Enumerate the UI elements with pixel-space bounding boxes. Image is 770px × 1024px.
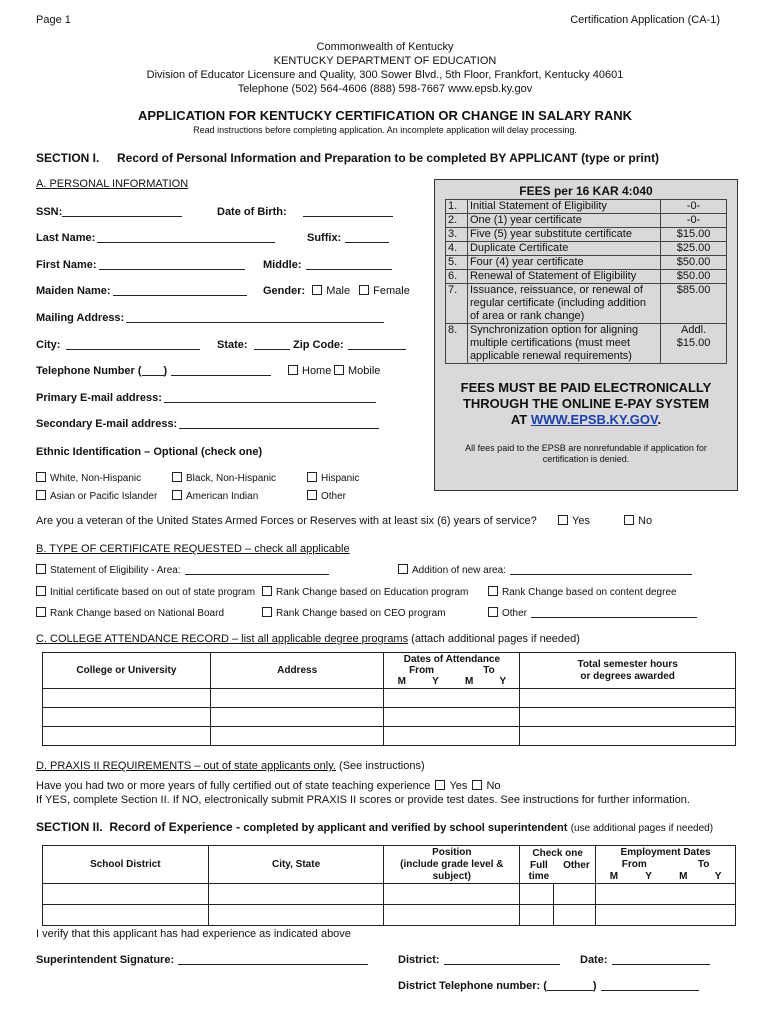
personal-info-heading: A. PERSONAL INFORMATION <box>36 178 189 190</box>
col-check-one: Check one Full time Other <box>520 846 596 884</box>
fee-description: Renewal of Statement of Eligibility <box>467 270 660 284</box>
fee-row <box>446 228 727 242</box>
col-school-district: School District <box>43 846 209 884</box>
col-hours: Total semester hours or degrees awarded <box>520 653 736 689</box>
fee-description: One (1) year certificate <box>467 214 660 228</box>
eth-other-checkbox[interactable]: Other <box>307 490 346 502</box>
praxis-no-checkbox[interactable]: No <box>472 780 500 792</box>
form-title: APPLICATION FOR KENTUCKY CERTIFICATION OR CHANGE IN SALARY RANK <box>137 108 632 123</box>
first-name-field[interactable]: First Name: <box>36 259 245 271</box>
col-college: College or University <box>43 653 211 689</box>
fee-number: 7. <box>446 284 468 324</box>
fee-amount: $85.00 <box>661 284 727 324</box>
fee-amount: $50.00 <box>661 256 727 270</box>
section-1-label: SECTION I. <box>36 151 100 165</box>
primary-email-field[interactable]: Primary E-mail address: <box>36 392 376 404</box>
other-cert-checkbox[interactable]: Other <box>488 607 697 619</box>
city-field[interactable]: City: <box>36 339 200 351</box>
fee-number: 6. <box>446 270 468 284</box>
certificate-type-heading: B. TYPE OF CERTIFICATE REQUESTED – check all applicable <box>36 543 350 555</box>
fee-number: 1. <box>446 200 468 214</box>
fee-amount: $50.00 <box>661 270 727 284</box>
fee-amount: $15.00 <box>661 228 727 242</box>
rank-change-board-checkbox[interactable]: Rank Change based on National Board <box>36 607 224 619</box>
statement-eligibility-checkbox[interactable]: Statement of Eligibility - Area: <box>36 564 329 576</box>
superintendent-signature-field[interactable]: Superintendent Signature: <box>36 954 368 966</box>
state-field[interactable]: State: <box>217 339 290 351</box>
form-id: Certification Application (CA-1) <box>570 14 720 26</box>
fee-number: 3. <box>446 228 468 242</box>
header-line-1: Commonwealth of Kentucky <box>316 41 454 53</box>
praxis-yes-checkbox[interactable]: Yes <box>435 780 467 792</box>
col-address: Address <box>210 653 384 689</box>
col-employment-dates: Employment Dates From To M Y M Y <box>596 846 736 884</box>
maiden-name-field[interactable]: Maiden Name: <box>36 285 247 297</box>
fee-row <box>446 242 727 256</box>
date-field[interactable]: Date: <box>580 954 710 966</box>
secondary-email-field[interactable]: Secondary E-mail address: <box>36 418 379 430</box>
table-row[interactable] <box>43 905 736 926</box>
gender-field: Gender: Male Female <box>263 285 410 297</box>
fee-row <box>446 256 727 270</box>
section-1-title: Record of Personal Information and Preparation to be completed BY APPLICANT (type or print) <box>117 151 660 165</box>
section-2-header: SECTION II. Record of Experience - completed by applicant and verified by school superintendent (use additional pages if needed) <box>36 820 714 834</box>
fee-number: 4. <box>446 242 468 256</box>
eth-white-checkbox[interactable]: White, Non-Hispanic <box>36 472 141 484</box>
zip-field[interactable]: Zip Code: <box>293 339 406 351</box>
fee-row <box>446 324 727 364</box>
fee-description: Four (4) year certificate <box>467 256 660 270</box>
female-checkbox[interactable]: Female <box>359 285 410 297</box>
college-heading: C. COLLEGE ATTENDANCE RECORD – list all applicable degree programs (attach additional pages if needed) <box>36 633 580 645</box>
col-city-state: City, State <box>208 846 384 884</box>
last-name-field[interactable]: Last Name: <box>36 232 275 244</box>
veteran-question: Are you a veteran of the United States Armed Forces or Reserves with at least six (6) years of service? <box>36 515 537 527</box>
fee-number: 2. <box>446 214 468 228</box>
epsb-link[interactable]: WWW.EPSB.KY.GOV <box>530 412 658 427</box>
fees-title: FEES per 16 KAR 4:040 <box>519 184 653 198</box>
fee-number: 5. <box>446 256 468 270</box>
rank-change-education-checkbox[interactable]: Rank Change based on Education program <box>262 586 468 598</box>
fees-notice-1: FEES MUST BE PAID ELECTRONICALLY <box>460 380 712 395</box>
experience-table <box>42 845 736 926</box>
eth-hispanic-checkbox[interactable]: Hispanic <box>307 472 359 484</box>
fee-amount: Addl. $15.00 <box>661 324 727 364</box>
header-line-4: Telephone (502) 564-4606 (888) 598-7667 www.epsb.ky.gov <box>237 83 533 95</box>
fee-amount: $25.00 <box>661 242 727 256</box>
header-line-2: KENTUCKY DEPARTMENT OF EDUCATION <box>273 55 497 67</box>
home-checkbox[interactable]: Home <box>288 365 331 377</box>
suffix-field[interactable]: Suffix: <box>307 232 389 244</box>
fee-number: 8. <box>446 324 468 364</box>
dob-field[interactable]: Date of Birth: <box>217 206 393 218</box>
col-position: Position (include grade level & subject) <box>384 846 520 884</box>
fee-description: Initial Statement of Eligibility <box>467 200 660 214</box>
fee-row <box>446 214 727 228</box>
mailing-address-field[interactable]: Mailing Address: <box>36 312 384 324</box>
male-checkbox[interactable]: Male <box>312 285 350 297</box>
form-subtitle: Read instructions before completing application. An incomplete application will delay processing. <box>193 125 577 135</box>
table-row[interactable] <box>43 708 736 727</box>
header-line-3: Division of Educator Licensure and Quality, 300 Sower Blvd., 5th Floor, Frankfort, Kentucky 40601 <box>146 69 624 81</box>
eth-asian-checkbox[interactable]: Asian or Pacific Islander <box>36 490 157 502</box>
fees-notice-3: AT WWW.EPSB.KY.GOV. <box>510 412 662 427</box>
addition-area-checkbox[interactable]: Addition of new area: <box>398 564 692 576</box>
col-dates: Dates of Attendance From To M Y M Y <box>384 653 520 689</box>
middle-name-field[interactable]: Middle: <box>263 259 392 271</box>
fees-box <box>434 179 738 491</box>
table-row[interactable] <box>43 689 736 708</box>
table-row[interactable] <box>43 884 736 905</box>
rank-change-content-checkbox[interactable]: Rank Change based on content degree <box>488 586 677 598</box>
veteran-no-checkbox[interactable]: No <box>624 515 652 527</box>
mobile-checkbox[interactable]: Mobile <box>334 365 380 377</box>
fee-description: Synchronization option for aligning multiple certifications (must meet applicable renewal requirements) <box>467 324 660 364</box>
verify-statement: I verify that this applicant has had experience as indicated above <box>36 928 351 940</box>
fee-description: Five (5) year substitute certificate <box>467 228 660 242</box>
fees-notice-2: THROUGH THE ONLINE E-PAY SYSTEM <box>462 396 710 411</box>
fee-description: Duplicate Certificate <box>467 242 660 256</box>
fee-amount: -0- <box>661 200 727 214</box>
praxis-heading: D. PRAXIS II REQUIREMENTS – out of state applicants only. (See instructions) <box>36 760 425 772</box>
fee-row <box>446 200 727 214</box>
fee-row <box>446 284 727 324</box>
eth-black-checkbox[interactable]: Black, Non-Hispanic <box>172 472 276 484</box>
fees-footnote: All fees paid to the EPSB are nonrefundable if application for certification is denied. <box>465 443 707 464</box>
praxis-note: If YES, complete Section II. If NO, electronically submit PRAXIS II scores or provide test dates. See instructions for further information. <box>36 794 690 806</box>
district-telephone-field[interactable]: District Telephone number: ( ) <box>398 980 699 992</box>
ethnic-heading: Ethnic Identification – Optional (check one) <box>36 446 263 458</box>
rank-change-ceo-checkbox[interactable]: Rank Change based on CEO program <box>262 607 446 619</box>
fees-table <box>445 199 727 364</box>
fee-description: Issuance, reissuance, or renewal of regular certificate (including addition of area or rank change) <box>467 284 660 324</box>
table-row[interactable] <box>43 727 736 746</box>
praxis-question: Have you had two or more years of fully certified out of state teaching experience Yes No <box>36 780 501 792</box>
telephone-field[interactable]: Telephone Number ( ) <box>36 365 271 377</box>
college-table <box>42 652 736 746</box>
fee-amount: -0- <box>661 214 727 228</box>
veteran-yes-checkbox[interactable]: Yes <box>558 515 590 527</box>
fee-row <box>446 270 727 284</box>
initial-cert-checkbox[interactable]: Initial certificate based on out of state program <box>36 586 255 598</box>
ssn-field[interactable]: SSN: <box>36 206 182 218</box>
page-number: Page 1 <box>36 14 71 26</box>
eth-amind-checkbox[interactable]: American Indian <box>172 490 258 502</box>
district-field[interactable]: District: <box>398 954 560 966</box>
